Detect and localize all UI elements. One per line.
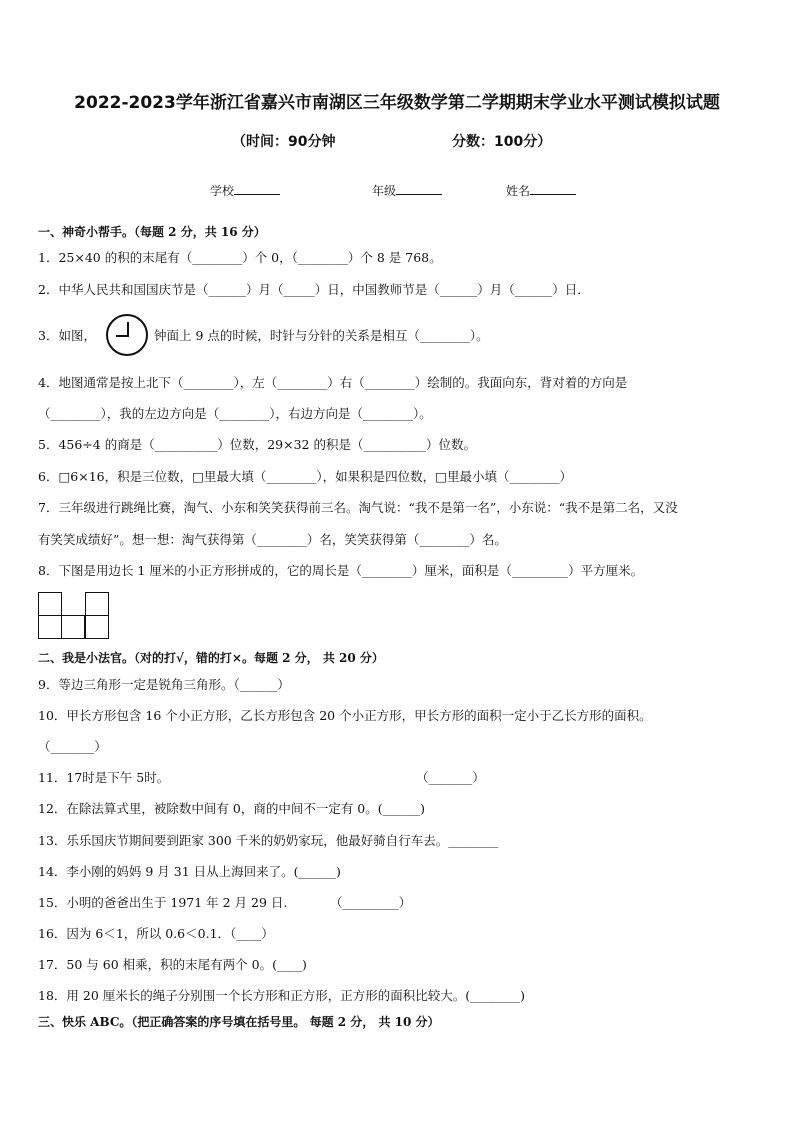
question-4-line-2: （________），我的左边方向是（________），右边方向是（________）。: [38, 406, 432, 421]
name-blank[interactable]: [530, 183, 576, 195]
clock-hour-hand: [116, 335, 129, 337]
section-3-heading: 三、快乐 ABC。（把正确答案的序号填在括号里。 每题 2 分， 共 10 分）: [38, 1015, 440, 1029]
question-10-line-2: （_______）: [38, 739, 107, 754]
grid-square: [38, 615, 62, 639]
question-8: 8．下图是用边长 1 厘米的小正方形拼成的，它的周长是（________）厘米，面积是（_________）平方厘米。: [38, 563, 644, 578]
exam-time: （时间：90分钟: [232, 134, 336, 150]
question-11: 11．17时是下午 5时。: [38, 770, 170, 785]
question-1: 1．25×40 的积的末尾有（________）个 0，（________）个 8 是 768。: [38, 250, 442, 265]
section-2-heading: 二、我是小法官。（对的打√，错的打×。每题 2 分， 共 20 分）: [38, 651, 384, 665]
question-13: 13．乐乐国庆节期间要到距家 300 千米的奶奶家玩，他最好骑自行车去。________: [38, 833, 499, 848]
question-5: 5．456÷4 的商是（__________）位数，29×32 的积是（__________）位数。: [38, 437, 476, 452]
question-2: 2．中华人民共和国国庆节是（______）月（_____）日，中国教师节是（______）月（______）日．: [38, 282, 590, 297]
grade-blank[interactable]: [396, 183, 442, 195]
question-16: 16．因为 6＜1，所以 0.6＜0.1．（____）: [38, 926, 274, 941]
section-1-heading: 一、神奇小帮手。（每题 2 分，共 16 分）: [38, 225, 266, 239]
clock-icon: [106, 314, 148, 356]
question-3: 钟面上 9 点的时候，时针与分针的关系是相互（________）。: [154, 328, 489, 343]
question-12: 12．在除法算式里，被除数中间有 0，商的中间不一定有 0。(______): [38, 801, 426, 816]
page-title: 2022-2023学年浙江省嘉兴市南湖区三年级数学第二学期期末学业水平测试模拟试题: [74, 93, 720, 113]
question-7-line-2: 有笑笑成绩好”。想一想：淘气获得第（________）名，笑笑获得第（________）名。: [38, 532, 507, 547]
question-14: 14．李小刚的妈妈 9 月 31 日从上海回来了。(______): [38, 864, 341, 879]
grid-square: [61, 615, 85, 639]
grid-square: [85, 615, 109, 639]
question-6: 6．□6×16，积是三位数，□里最大填（________），如果积是四位数，□里最小填（________）: [38, 469, 572, 484]
school-blank[interactable]: [234, 183, 280, 195]
question-4-line-1: 4．地图通常是按上北下（________），左（________）右（________）绘制的。我面向东，背对着的方向是: [38, 375, 628, 390]
name-field[interactable]: 姓名: [506, 182, 576, 199]
question-17: 17．50 与 60 相乘，积的末尾有两个 0。(____): [38, 957, 307, 972]
question-15: 15．小明的爸爸出生于 1971 年 2 月 29 日.: [38, 895, 288, 910]
question-3-prefix: 3．如图，: [38, 328, 96, 343]
question-18: 18．用 20 厘米长的绳子分别围一个长方形和正方形，正方形的面积比较大。(________): [38, 988, 526, 1003]
grid-square: [38, 592, 62, 616]
question-15-blank: （_________）: [330, 895, 412, 910]
question-11-blank: （_______）: [416, 770, 485, 785]
question-7-line-1: 7．三年级进行跳绳比赛，淘气、小东和笑笑获得前三名。淘气说：“我不是第一名”，小东说：“我不是第二名，又没: [38, 500, 678, 515]
question-9: 9．等边三角形一定是锐角三角形。（______）: [38, 677, 290, 692]
grid-square: [85, 592, 109, 616]
school-field[interactable]: 学校: [210, 182, 280, 199]
question-10-line-1: 10．甲长方形包含 16 个小正方形，乙长方形包含 20 个小正方形，甲长方形的面积一定小于乙长方形的面积。: [38, 708, 652, 723]
grade-field[interactable]: 年级: [372, 182, 442, 199]
exam-score: 分数：100分）: [452, 134, 552, 150]
